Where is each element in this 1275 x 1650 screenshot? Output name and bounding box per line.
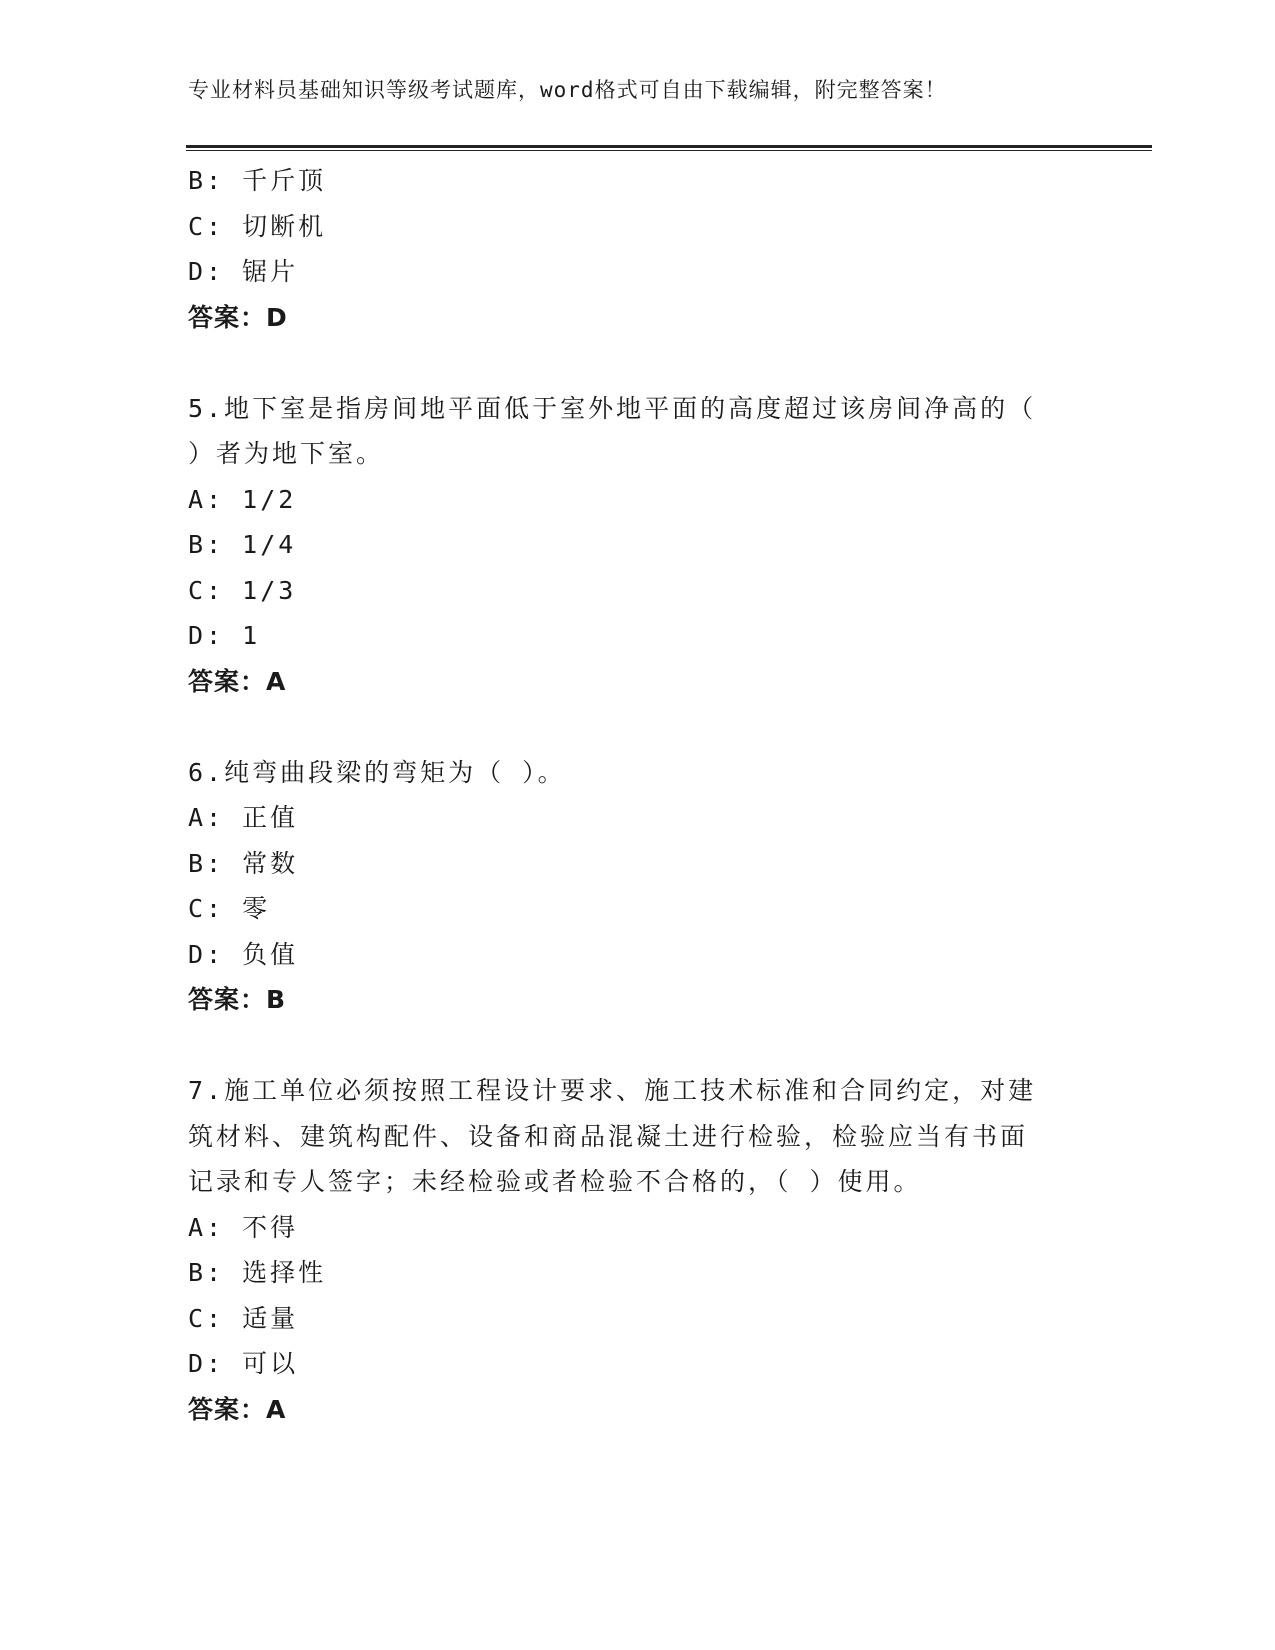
option-d: D: 锯片 [188, 257, 299, 286]
question-7 [188, 1068, 1068, 1432]
option-d: D: 负值 [188, 939, 299, 969]
page-header: 专业材料员基础知识等级考试题库，word格式可自由下载编辑，附完整答案！ [188, 78, 947, 102]
question-text: 记录和专人签字；未经检验或者检验不合格的，（ ）使用。 [188, 1167, 922, 1196]
option-c: C: 适量 [188, 1303, 299, 1333]
option-c: C: 零 [188, 894, 271, 923]
option-b: B: 1/4 [188, 530, 297, 559]
header-rule-thick [186, 145, 1152, 148]
question-6 [188, 750, 1068, 1023]
option-a: A: 正值 [188, 803, 299, 832]
question-text: 6.纯弯曲段梁的弯矩为（ ）。 [188, 757, 566, 787]
option-c: C: 1/3 [188, 575, 297, 605]
question-text: ）者为地下室。 [188, 439, 385, 468]
answer: 答案：D [188, 302, 288, 332]
answer: 答案：B [188, 985, 287, 1014]
option-b: B: 常数 [188, 848, 299, 878]
question-content [188, 158, 1068, 1432]
question-4-tail [188, 158, 1068, 340]
option-a: A: 不得 [188, 1212, 299, 1242]
option-a: A: 1/2 [188, 484, 297, 514]
question-5 [188, 386, 1068, 705]
option-d: D: 1 [188, 621, 261, 650]
header-rule-thin [186, 150, 1152, 151]
answer: 答案：A [188, 1394, 287, 1424]
option-d: D: 可以 [188, 1349, 299, 1378]
answer: 答案：A [188, 666, 287, 696]
question-text: 7.施工单位必须按照工程设计要求、施工技术标准和合同约定，对建 [188, 1076, 1037, 1105]
question-text: 筑材料、建筑构配件、设备和商品混凝土进行检验，检验应当有书面 [188, 1121, 1029, 1151]
option-b: B: 选择性 [188, 1258, 327, 1287]
option-b: B: 千斤顶 [188, 166, 327, 195]
question-text: 5.地下室是指房间地平面低于室外地平面的高度超过该房间净高的（ [188, 393, 1037, 423]
option-c: C: 切断机 [188, 211, 327, 241]
